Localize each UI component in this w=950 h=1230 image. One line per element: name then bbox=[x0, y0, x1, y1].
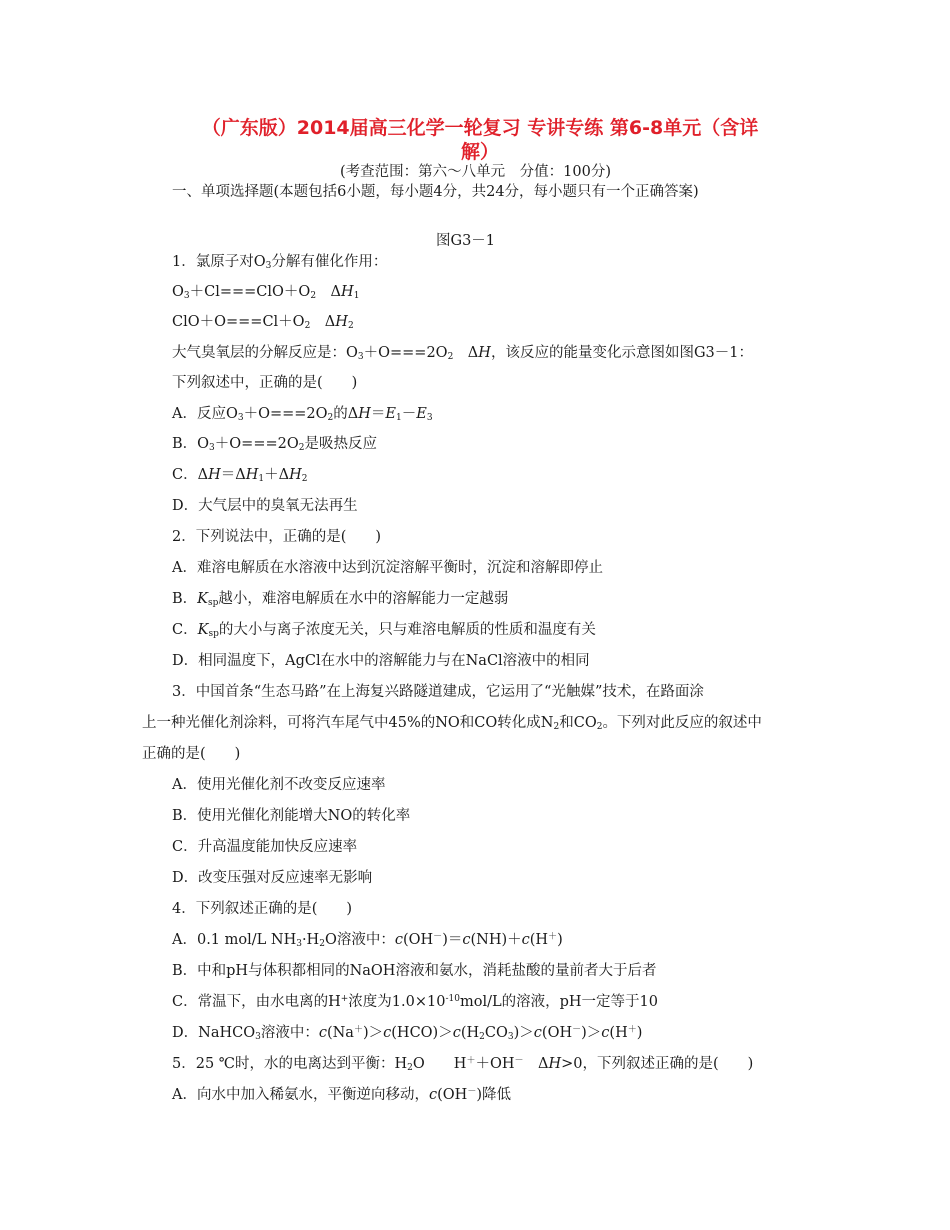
q4-stem: 4．下列叙述正确的是( ) bbox=[172, 901, 353, 917]
q1-equation-1: $O_3+Cl===ClO+O_2$ $\Delta H_1$ bbox=[172, 284, 360, 301]
q1-stem-3: 下列叙述中，正确的是( ) bbox=[172, 375, 358, 391]
document-title-line2: 解） bbox=[460, 141, 499, 163]
q1-stem: 1．氯原子对$O_3$分解有催化作用： bbox=[172, 254, 388, 271]
q1-stem-2: 大气臭氧层的分解反应是：$O_3+O===2O_2$ ΔH，该反应的能量变化示意图如图G3－1： bbox=[172, 345, 753, 362]
figure-caption: 图G3－1 bbox=[436, 233, 496, 249]
q5-option-a: A．向水中加入稀氨水，平衡逆向移动，c(OH－)降低 bbox=[172, 1087, 511, 1103]
section-heading: 一、单项选择题(本题包括6小题，每小题4分，共24分，每小题只有一个正确答案) bbox=[172, 184, 699, 200]
q1-option-b: B．$O_3+O===2O_2$是吸热反应 bbox=[172, 436, 377, 453]
q4-option-c: C．常温下，由水电离的H+浓度为$1.0\times 10^{-10}mol/L$的溶液，pH一定等于10 bbox=[172, 994, 658, 1010]
q3-option-b: B．使用光催化剂能增大NO的转化率 bbox=[172, 808, 411, 824]
q3-stem-line3: 正确的是( ) bbox=[142, 746, 241, 762]
q3-stem-line2: 上一种光催化剂涂料，可将汽车尾气中45%的NO和CO转化成$N_2$和$CO_2$。下列对此反应的叙述中 bbox=[142, 715, 762, 732]
q2-option-a: A．难溶电解质在水溶液中达到沉淀溶解平衡时，沉淀和溶解即停止 bbox=[172, 560, 603, 576]
q4-option-d: D．NaHCO$_3$溶液中：$c(Na^+)>c(HCO)>c(H_2CO_3)>c(OH^-)>c(H^+)$ bbox=[172, 1025, 643, 1042]
q2-option-c: C．$K_{sp}$的大小与离子浓度无关，只与难溶电解质的性质和温度有关 bbox=[172, 622, 596, 639]
q1-option-a: A．反应$O_3+O===2O_2$的$\Delta H=E_1-E_3$ bbox=[172, 406, 433, 423]
q4-option-b: B．中和pH与体积都相同的NaOH溶液和氨水，消耗盐酸的量前者大于后者 bbox=[172, 963, 657, 979]
q4-option-a: A．0.1 mol/L $NH_3\cdot H_2O$溶液中：c(OH－)＝c(NH)＋c(H＋) bbox=[172, 932, 563, 949]
q1-option-d: D．大气层中的臭氧无法再生 bbox=[172, 498, 358, 514]
q3-option-c: C．升高温度能加快反应速率 bbox=[172, 839, 358, 855]
q2-option-d: D．相同温度下，AgCl在水中的溶解能力与在NaCl溶液中的相同 bbox=[172, 653, 590, 669]
exam-scope: (考查范围：第六～八单元 分值：100分) bbox=[340, 164, 611, 180]
q2-option-b: B．$K_{sp}$越小，难溶电解质在水中的溶解能力一定越弱 bbox=[172, 591, 509, 608]
q3-option-d: D．改变压强对反应速率无影响 bbox=[172, 870, 373, 886]
q3-stem-line1: 3．中国首条“生态马路”在上海复兴路隧道建成，它运用了“光触媒”技术，在路面涂 bbox=[172, 684, 704, 700]
q2-stem: 2．下列说法中，正确的是( ) bbox=[172, 529, 382, 545]
document-title-line1: （广东版）2014届高三化学一轮复习 专讲专练 第6-8单元（含详 bbox=[201, 117, 759, 139]
q5-stem: 5．25 ℃时，水的电离达到平衡：$H_2O$ H＋＋OH－ ΔH>0，下列叙述正确的是( ) bbox=[172, 1056, 754, 1073]
q1-equation-2: $ClO+O===Cl+O_2$ $\Delta H_2$ bbox=[172, 314, 354, 331]
q1-option-c: C．$\Delta H=\Delta H_1+\Delta H_2$ bbox=[172, 467, 308, 484]
q3-option-a: A．使用光催化剂不改变反应速率 bbox=[172, 777, 386, 793]
